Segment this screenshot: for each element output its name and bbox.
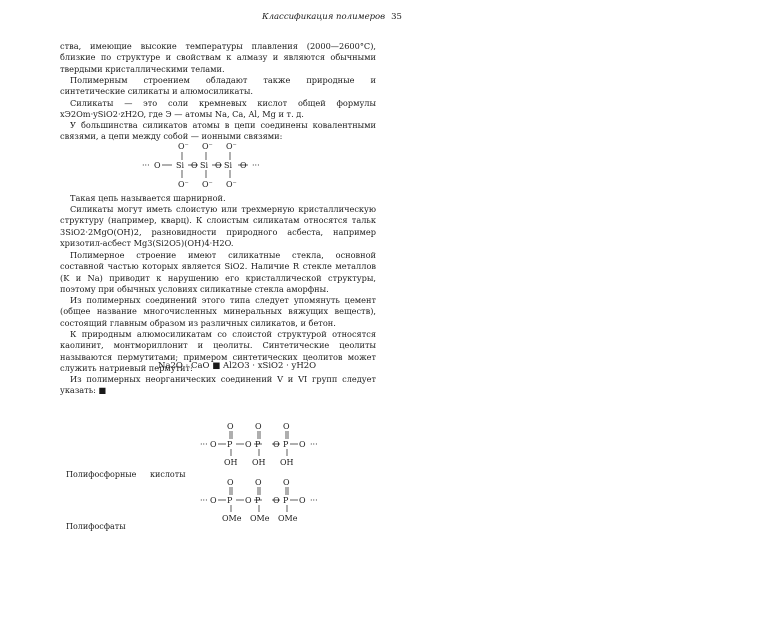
- hydroxyl-group: OH: [224, 458, 238, 467]
- silicate-chain-formula: [140, 140, 280, 190]
- oxygen-anion: O⁻: [178, 142, 189, 151]
- paragraph-6: Силикаты могут иметь слоистую или трехмерную кристаллическую структуру (например, кварц). К слоистым силикатам относятся тальк 3SiO2·2MgO(OH)2, разновидности природного асбеста, например хризотил-асбест Mg3(Si2O5)(OH)4·H2O.: [60, 204, 376, 249]
- oxygen-bridge: O: [245, 440, 252, 449]
- hydroxyl-group: OH: [280, 458, 294, 467]
- paragraph-7: Полимерное строение имеют силикатные стекла, основной составной частью которых является SiO2. Наличие R стекле металлов (K и Na) приводит к нарушению его кристаллической структуры, поэтому при обычных условиях силикатные стекла аморфны.: [60, 250, 376, 295]
- oxygen-double: O: [227, 422, 234, 431]
- oxygen-bridge: O: [210, 496, 217, 505]
- phosphorus-atom: P: [227, 440, 233, 449]
- polyphosphates-label: Полифосфаты: [66, 522, 126, 531]
- oxygen-bridge: O: [154, 161, 161, 170]
- paragraph-4: У большинства силикатов атомы в цепи соединены ковалентными связями, а цепи между собой — ионными связями:: [60, 120, 376, 142]
- page-number: 35: [391, 12, 402, 22]
- oxygen-double: O: [255, 478, 262, 487]
- oxygen-bridge: O: [245, 496, 252, 505]
- paragraph-3: Силикаты — это соли кремневых кислот общей формулы xЭ2Om·ySiO2·zH2O, где Э — атомы Na, Ca, Al, Mg и т. д.: [60, 98, 376, 120]
- oxygen-bridge: O: [273, 440, 280, 449]
- oxygen-bridge: O: [210, 440, 217, 449]
- oxygen-bridge: O: [299, 496, 306, 505]
- paragraph-10: Из полимерных неорганических соединений V и VI групп следует указать: ■: [60, 374, 376, 396]
- oxygen-bridge: O: [240, 161, 247, 170]
- silicon-atom: Si: [200, 161, 209, 170]
- oxygen-bridge: O: [299, 440, 306, 449]
- paragraph-9: К природным алюмосиликатам со слоистой структурой относятся каолинит, монтмориллонит и цеолиты. Синтетические цеолиты называются пермутитами; примером синтетических цеолитов может служить натриевый пермутит:: [60, 329, 376, 374]
- page-header: [262, 12, 402, 22]
- metal-oxy-group: OMe: [278, 514, 298, 523]
- chain-end-left: ···: [200, 496, 208, 505]
- running-title: Классификация полимеров: [262, 12, 386, 22]
- oxygen-anion: O⁻: [202, 142, 213, 151]
- chain-end-right: ···: [310, 440, 318, 449]
- oxygen-anion: O⁻: [226, 180, 237, 189]
- oxygen-double: O: [227, 478, 234, 487]
- hydroxyl-group: OH: [252, 458, 266, 467]
- silicon-atom: Si: [224, 161, 233, 170]
- polyphosphate-formula: [200, 476, 350, 524]
- polyphosphoric-label-word1: Полифосфорные: [66, 470, 137, 479]
- metal-oxy-group: OMe: [222, 514, 242, 523]
- paragraph-8: Из полимерных соединений этого типа следует упомянуть цемент (общее название многочисленных минеральных вяжущих веществ), состоящий главным образом из различных силикатов, и бетон.: [60, 295, 376, 328]
- polyphosphoric-label-word2: кислоты: [150, 470, 186, 479]
- polyphosphoric-acid-formula: [200, 420, 350, 468]
- oxygen-anion: O⁻: [226, 142, 237, 151]
- paragraph-1: ства, имеющие высокие температуры плавления (2000—2600°С), близкие по структуре и свойствам к алмазу и являются обычными твердыми кристаллическими телами.: [60, 41, 376, 74]
- chain-end-right: ···: [252, 161, 260, 170]
- oxygen-bridge: O: [191, 161, 198, 170]
- phosphorus-atom: P: [227, 496, 233, 505]
- metal-oxy-group: OMe: [250, 514, 270, 523]
- oxygen-double: O: [283, 422, 290, 431]
- chain-end-right: ···: [310, 496, 318, 505]
- phosphorus-atom: P: [255, 440, 261, 449]
- oxygen-anion: O⁻: [202, 180, 213, 189]
- paragraph-2: Полимерным строением обладают также природные и синтетические силикаты и алюмосиликаты.: [60, 75, 376, 97]
- oxygen-anion: O⁻: [178, 180, 189, 189]
- oxygen-bridge: O: [273, 496, 280, 505]
- chain-end-left: ···: [142, 161, 150, 170]
- phosphorus-atom: P: [283, 440, 289, 449]
- chain-end-left: ···: [200, 440, 208, 449]
- oxygen-double: O: [255, 422, 262, 431]
- permutit-equation: Na2O · CaO ■ Al2O3 · xSiO2 · yH2O: [158, 361, 317, 371]
- oxygen-double: O: [283, 478, 290, 487]
- phosphorus-atom: P: [283, 496, 289, 505]
- oxygen-bridge: O: [215, 161, 222, 170]
- phosphorus-atom: P: [255, 496, 261, 505]
- silicon-atom: Si: [176, 161, 185, 170]
- paragraph-5: Такая цепь называется шарнирной.: [70, 193, 226, 203]
